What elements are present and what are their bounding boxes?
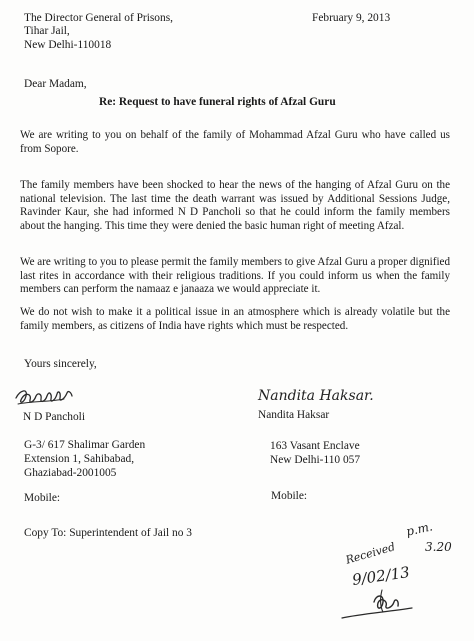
body-paragraph-1: We are writing to you on behalf of the family of Mohammad Afzal Guru who have called us from Sopore.	[20, 129, 450, 155]
signatory-1-name: N D Pancholi	[23, 411, 86, 423]
annotation-date: 9/02/13	[351, 563, 411, 589]
subject-line: Re: Request to have funeral rights of Afzal Guru	[99, 96, 336, 108]
salutation: Dear Madam,	[24, 78, 87, 90]
signature-haksar: Nandita Haksar.	[258, 388, 374, 404]
signatory-2-name: Nandita Haksar	[258, 409, 330, 421]
recipient-line-1: The Director General of Prisons,	[24, 12, 173, 24]
signature-pancholi	[14, 380, 74, 410]
annotation-received: Received	[344, 540, 397, 567]
signatory-1-address-3: Ghaziabad-2001005	[24, 467, 117, 479]
signatory-1-address-2: Extension 1, Sahibabad,	[24, 453, 135, 465]
signatory-2-address-1: 163 Vasant Enclave	[270, 440, 360, 452]
letter-date: February 9, 2013	[312, 12, 391, 24]
body-paragraph-2: The family members have been shocked to hear the news of the hanging of Afzal Guru on the national television. The last time the death warrant was issued by Additional Sessions Judge, Ravinder Kaur, she had informed N D Pancholi so that he could inform the family members about the hanging. This time they were denied the basic human right of meeting Afzal.	[20, 179, 450, 233]
body-paragraph-4: We do not wish to make it a political issue in an atmosphere which is already volatile but the family members, as citizens of India have rights which must be respected.	[20, 306, 450, 332]
copy-to-line: Copy To: Superintendent of Jail no 3	[24, 527, 192, 539]
signatory-1-mobile: Mobile:	[24, 492, 61, 504]
annotation-pm: p.m.	[404, 519, 434, 539]
recipient-line-3: New Delhi-110018	[24, 39, 112, 51]
closing: Yours sincerely,	[24, 358, 97, 370]
recipient-line-2: Tihar Jail,	[24, 25, 70, 37]
signatory-2-mobile: Mobile:	[271, 490, 308, 502]
signatory-1-address-1: G-3/ 617 Shalimar Garden	[24, 439, 146, 451]
receiver-initials-scribble	[336, 588, 416, 628]
body-paragraph-3: We are writing to you to please permit the family members to give Afzal Guru a proper dignified last rites in accordance with their religious traditions. If you could inform us when the family members can perform the namaaz e janaaza we would appreciate it.	[20, 256, 450, 296]
signatory-2-address-2: New Delhi-110 057	[270, 454, 361, 466]
annotation-time: 3.20	[425, 540, 452, 554]
